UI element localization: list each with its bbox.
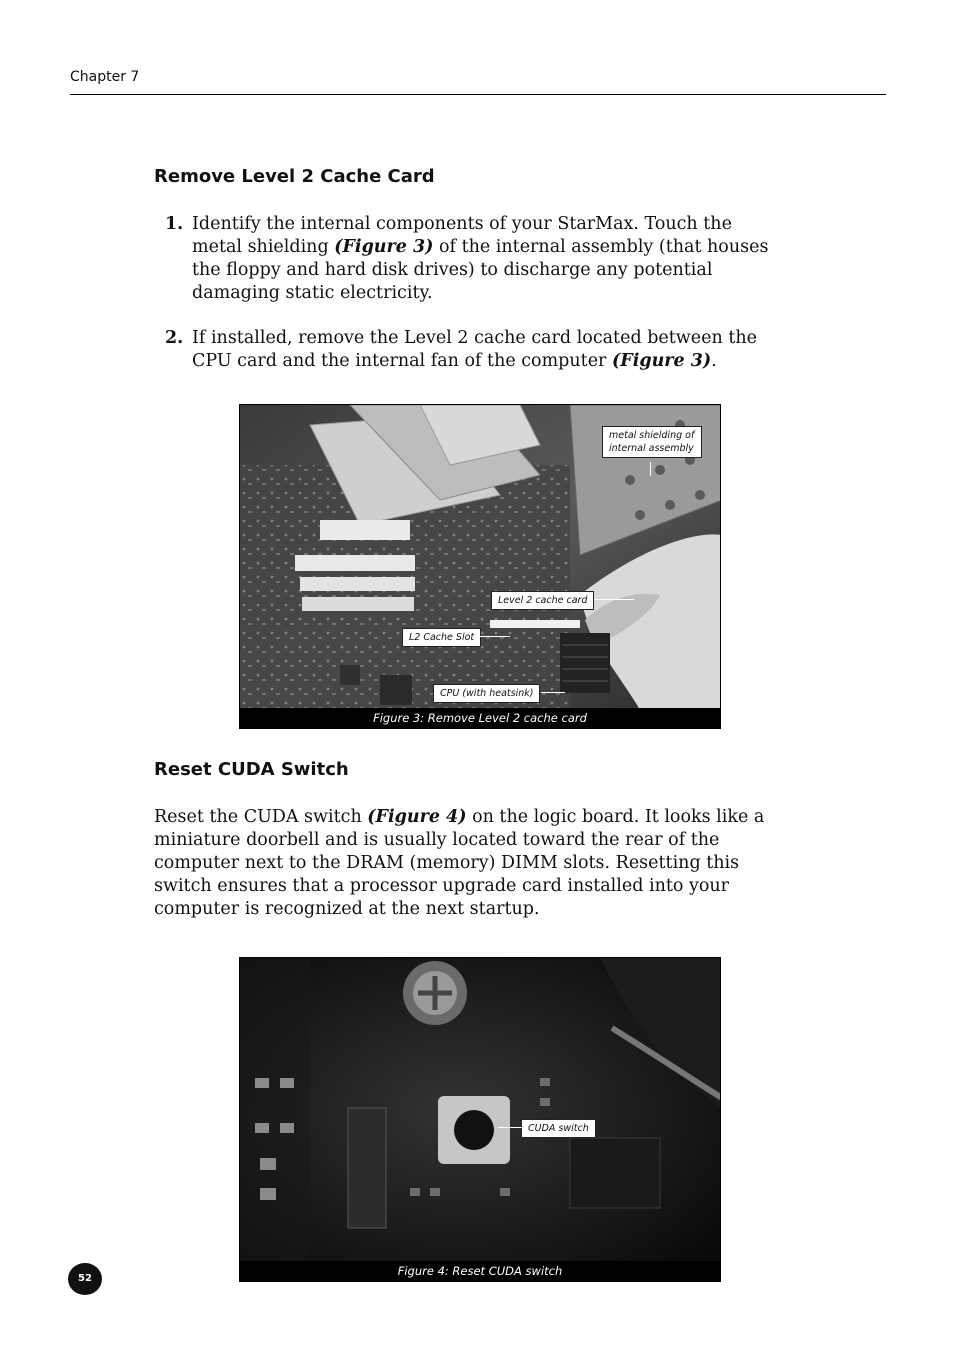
figure-4-caption: Figure 4: Reset CUDA switch [240,1261,720,1281]
section-heading-reset-cuda: Reset CUDA Switch [154,759,349,780]
header-rule [70,94,886,95]
callout-leader [480,636,510,637]
step-text [192,327,775,373]
figure-reference: (Figure 4) [367,807,467,827]
section-heading-remove-cache: Remove Level 2 Cache Card [154,166,435,187]
paragraph-text-b: on the logic board. It looks like a miniature doorbell and is usually located toward the rear of the computer next to the DRAM (memory) DIMM slots. Resetting this switch ensures that a processor upgrade card installed into your computer is recognized at the next startup. [154,807,765,919]
callout-l2-cache-card: Level 2 cache card [491,591,594,610]
callout-leader [541,692,565,693]
step-number: 2. [165,328,184,348]
paragraph-text-a: Reset the CUDA switch [154,807,368,827]
callout-metal-shielding: metal shielding of internal assembly [602,426,702,458]
callout-leader [594,599,634,600]
cuda-paragraph [154,806,774,921]
step-number: 1. [165,214,184,234]
figure-3 [239,404,721,729]
callout-l2-cache-slot: L2 Cache Slot [402,628,481,647]
figure-3-caption: Figure 3: Remove Level 2 cache card [240,708,720,728]
step-text-a: If installed, remove the Level 2 cache card located between the CPU card and the internal fan of the computer [192,328,757,371]
step-text-a: Identify the internal components of your StarMax. Touch the metal shielding [192,214,732,257]
step-2 [165,327,775,373]
callout-leader [650,462,651,476]
step-text-b: of the internal assembly (that houses the floppy and hard disk drives) to discharge any potential damaging static electricity. [192,237,769,303]
callout-leader [498,1127,522,1128]
chapter-header: Chapter 7 [70,69,140,85]
figure-reference: (Figure 3) [611,351,712,371]
callout-cpu: CPU (with heatsink) [433,684,540,703]
callout-cuda-switch: CUDA switch [521,1119,596,1138]
step-text [192,213,775,305]
page-number-badge: 52 [68,1263,102,1295]
step-1 [165,213,775,305]
step-text-b: . [711,351,717,371]
figure-4 [239,957,721,1282]
figure-4-photo [240,958,721,1263]
figure-reference: (Figure 3) [334,237,434,257]
